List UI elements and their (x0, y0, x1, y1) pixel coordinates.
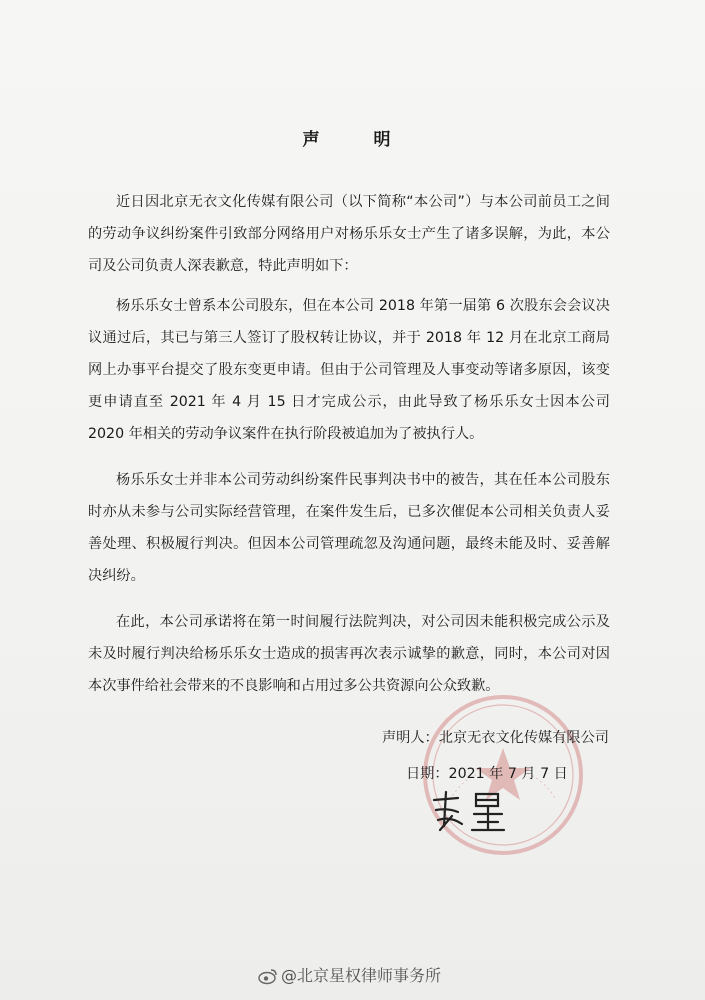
signer-block (382, 720, 609, 792)
signer-label: 声明人：北京无衣文化传媒有限公司 (381, 730, 609, 746)
date-label: 日期：2021 年 7 月 7 日 (405, 766, 568, 782)
document-body (88, 186, 610, 716)
paragraph-shareholder: 杨乐乐女士曾系本公司股东，但在本公司 2018 年第一届第 6 次股东会会议决议通过后，其已与第三人签订了股权转让协议，并于 2018 年 12 月在北京工商局网上办事平台提交了股东变更申请。但由于公司管理及人事变动等诸多原因，该变更申请直至 2021 年 4 月 15 日才完成公示，由此导致了杨乐乐女士因本公司 2020 年相关的劳动争议案件在执行阶段被追加为了被执行人。 (88, 298, 610, 442)
paragraph-not-defendant: 杨乐乐女士并非本公司劳动纠纷案件民事判决书中的被告，其在任本公司股东时亦从未参与公司实际经营管理，在案件发生后，已多次催促本公司相关负责人妥善处理、积极履行判决。但因本公司管理疏忽及沟通问题，最终未能及时、妥善解决纠纷。 (88, 472, 610, 584)
paragraph-intro: 近日因北京无衣文化传媒有限公司（以下简称“本公司”）与本公司前员工之间的劳动争议纠纷案件引致部分网络用户对杨乐乐女士产生了诸多误解，为此，本公司及公司负责人深表歉意，特此声明如下： (88, 194, 610, 274)
document-title: 声 明 (302, 130, 415, 150)
paragraph-commitment: 在此，本公司承诺将在第一时间履行法院判决，对公司因未能积极完成公示及未及时履行判决给杨乐乐女士造成的损害再次表示诚挚的歉意，同时，本公司对因本次事件给社会带来的不良影响和占用过多公共资源向公众致歉。 (88, 614, 610, 694)
handwritten-signature (428, 786, 548, 832)
watermark-text: @北京星权律师事务所 (281, 966, 442, 985)
weibo-watermark (258, 963, 441, 986)
weibo-icon (258, 967, 278, 985)
